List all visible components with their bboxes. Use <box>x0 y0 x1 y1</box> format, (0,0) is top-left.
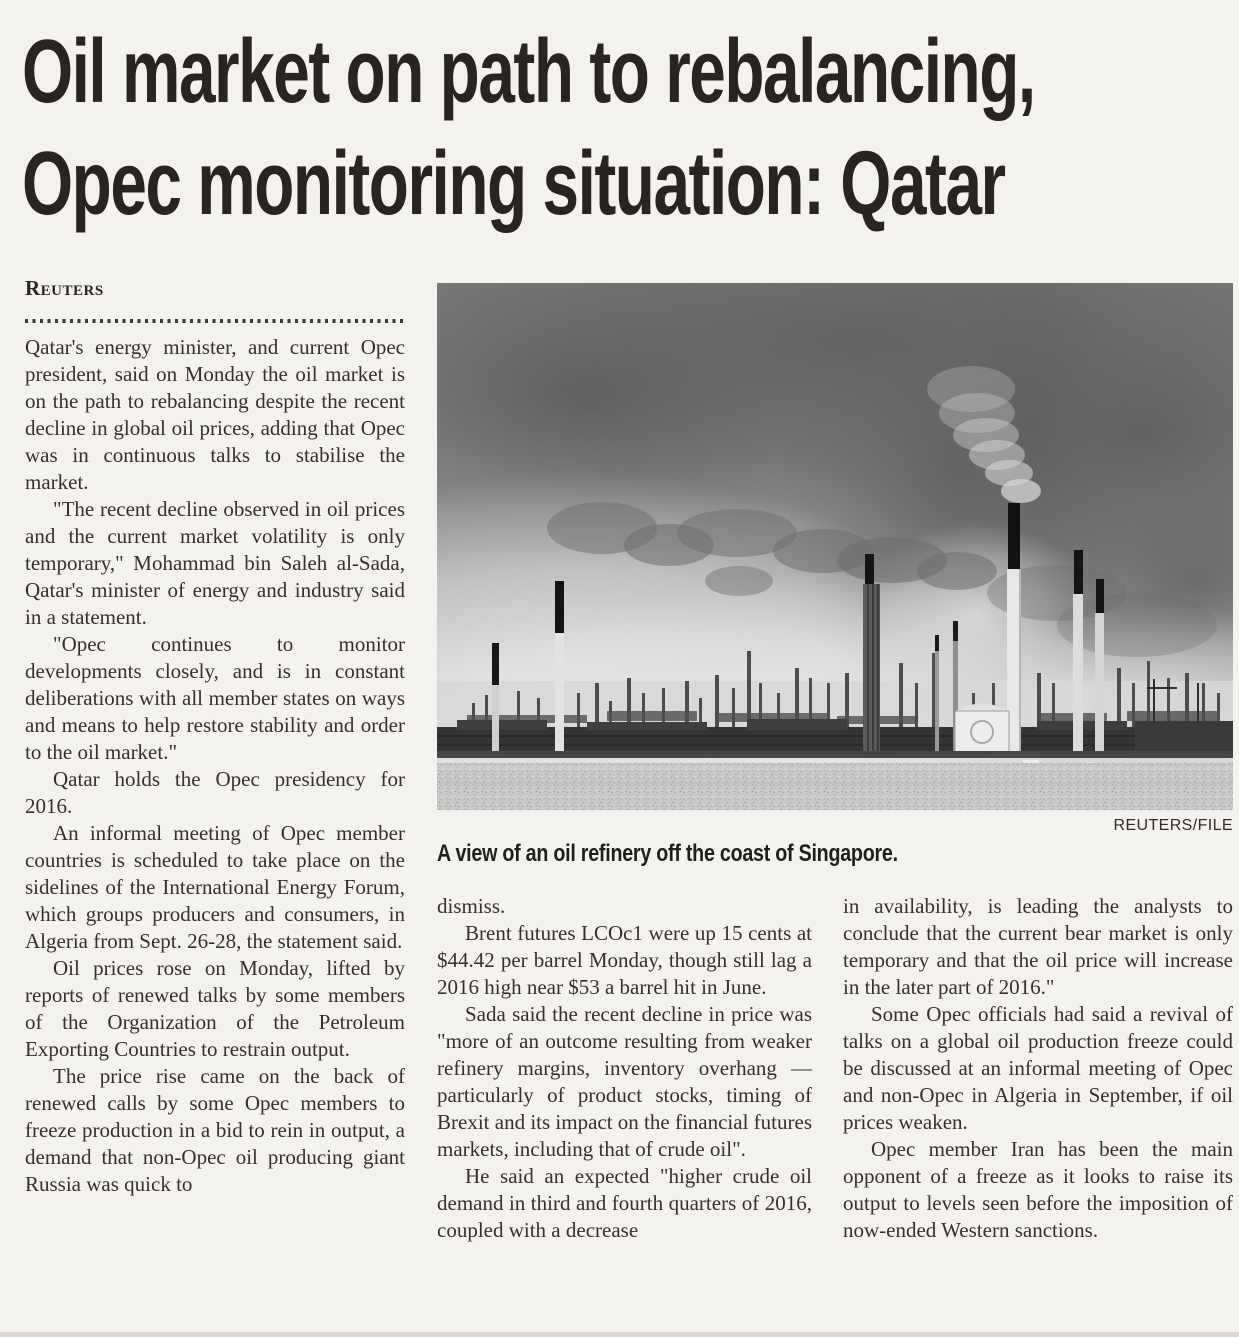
headline-line-1: Oil market on path to rebalancing, <box>22 22 1035 122</box>
article-column-1 <box>25 334 405 1198</box>
paragraph: Some Opec officials had said a revival of talks on a global oil production freeze could be discussed at an informal meeting of Opec and non-Opec in Algeria in September, if oil prices weaken. <box>843 1002 1233 1134</box>
paragraph: dismiss. <box>437 894 506 918</box>
storage-tank <box>955 704 1009 754</box>
paragraph: Oil prices rose on Monday, lifted by reports of renewed talks by some members of the Organization of the Petroleum Exporting Countries to restrain output. <box>25 956 405 1061</box>
refinery-photo-illustration <box>437 283 1233 810</box>
page-bottom-edge <box>0 1332 1239 1337</box>
dotted-rule <box>25 319 405 323</box>
paragraph: "The recent decline observed in oil prices and the current market volatility is only temporary," Mohammad bin Saleh al-Sada, Qatar's minister of energy and industry said in a statement. <box>25 497 405 629</box>
headline-line-2: Opec monitoring situation: Qatar <box>22 134 1005 234</box>
article-column-3 <box>843 893 1233 1244</box>
paragraph: An informal meeting of Opec member countries is scheduled to take place on the sidelines of the International Energy Forum, which groups producers and consumers, in Algeria from Sept. 26-28, the statement said. <box>25 821 405 953</box>
paragraph: Opec member Iran has been the main opponent of a freeze as it looks to raise its output to levels seen before the imposition of now-ended Western sanctions. <box>843 1137 1233 1242</box>
lower-columns <box>437 893 1233 1244</box>
byline: Reuters <box>25 276 104 300</box>
paragraph: Qatar holds the Opec presidency for 2016. <box>25 767 405 818</box>
article-headline <box>22 16 1035 240</box>
refinery-photo <box>437 283 1233 810</box>
paragraph: He said an expected "higher crude oil demand in third and fourth quarters of 2016, coupled with a decrease <box>437 1164 812 1242</box>
paragraph: The price rise came on the back of renewed calls by some Opec members to freeze production in a bid to rein in output, a demand that non-Opec oil producing giant Russia was quick to <box>25 1064 405 1196</box>
paragraph: Qatar's energy minister, and current Opec president, said on Monday the oil market is on the path to rebalancing despite the recent decline in global oil prices, adding that Opec was in continuous talks to stabilise the market. <box>25 335 405 494</box>
article-column-2 <box>437 893 812 1244</box>
paragraph: Brent futures LCOc1 were up 15 cents at $44.42 per barrel Monday, though still lag a 2016 high near $53 a barrel hit in June. <box>437 921 812 999</box>
paragraph: in availability, is leading the analysts to conclude that the current bear market is only temporary and that the oil price will increase in the later part of 2016." <box>843 894 1233 999</box>
photo-credit: REUTERS/FILE <box>1113 817 1233 834</box>
photo-caption: A view of an oil refinery off the coast of Singapore. <box>437 840 898 867</box>
paragraph: Sada said the recent decline in price was "more of an outcome resulting from weaker refinery margins, inventory overhang — particularly of product stocks, timing of Brexit and its impact on the financial futures markets, including that of crude oil". <box>437 1002 812 1161</box>
paragraph: "Opec continues to monitor developments closely, and is in constant deliberations with all member states on ways and means to help restore stability and order to the oil market." <box>25 632 405 764</box>
